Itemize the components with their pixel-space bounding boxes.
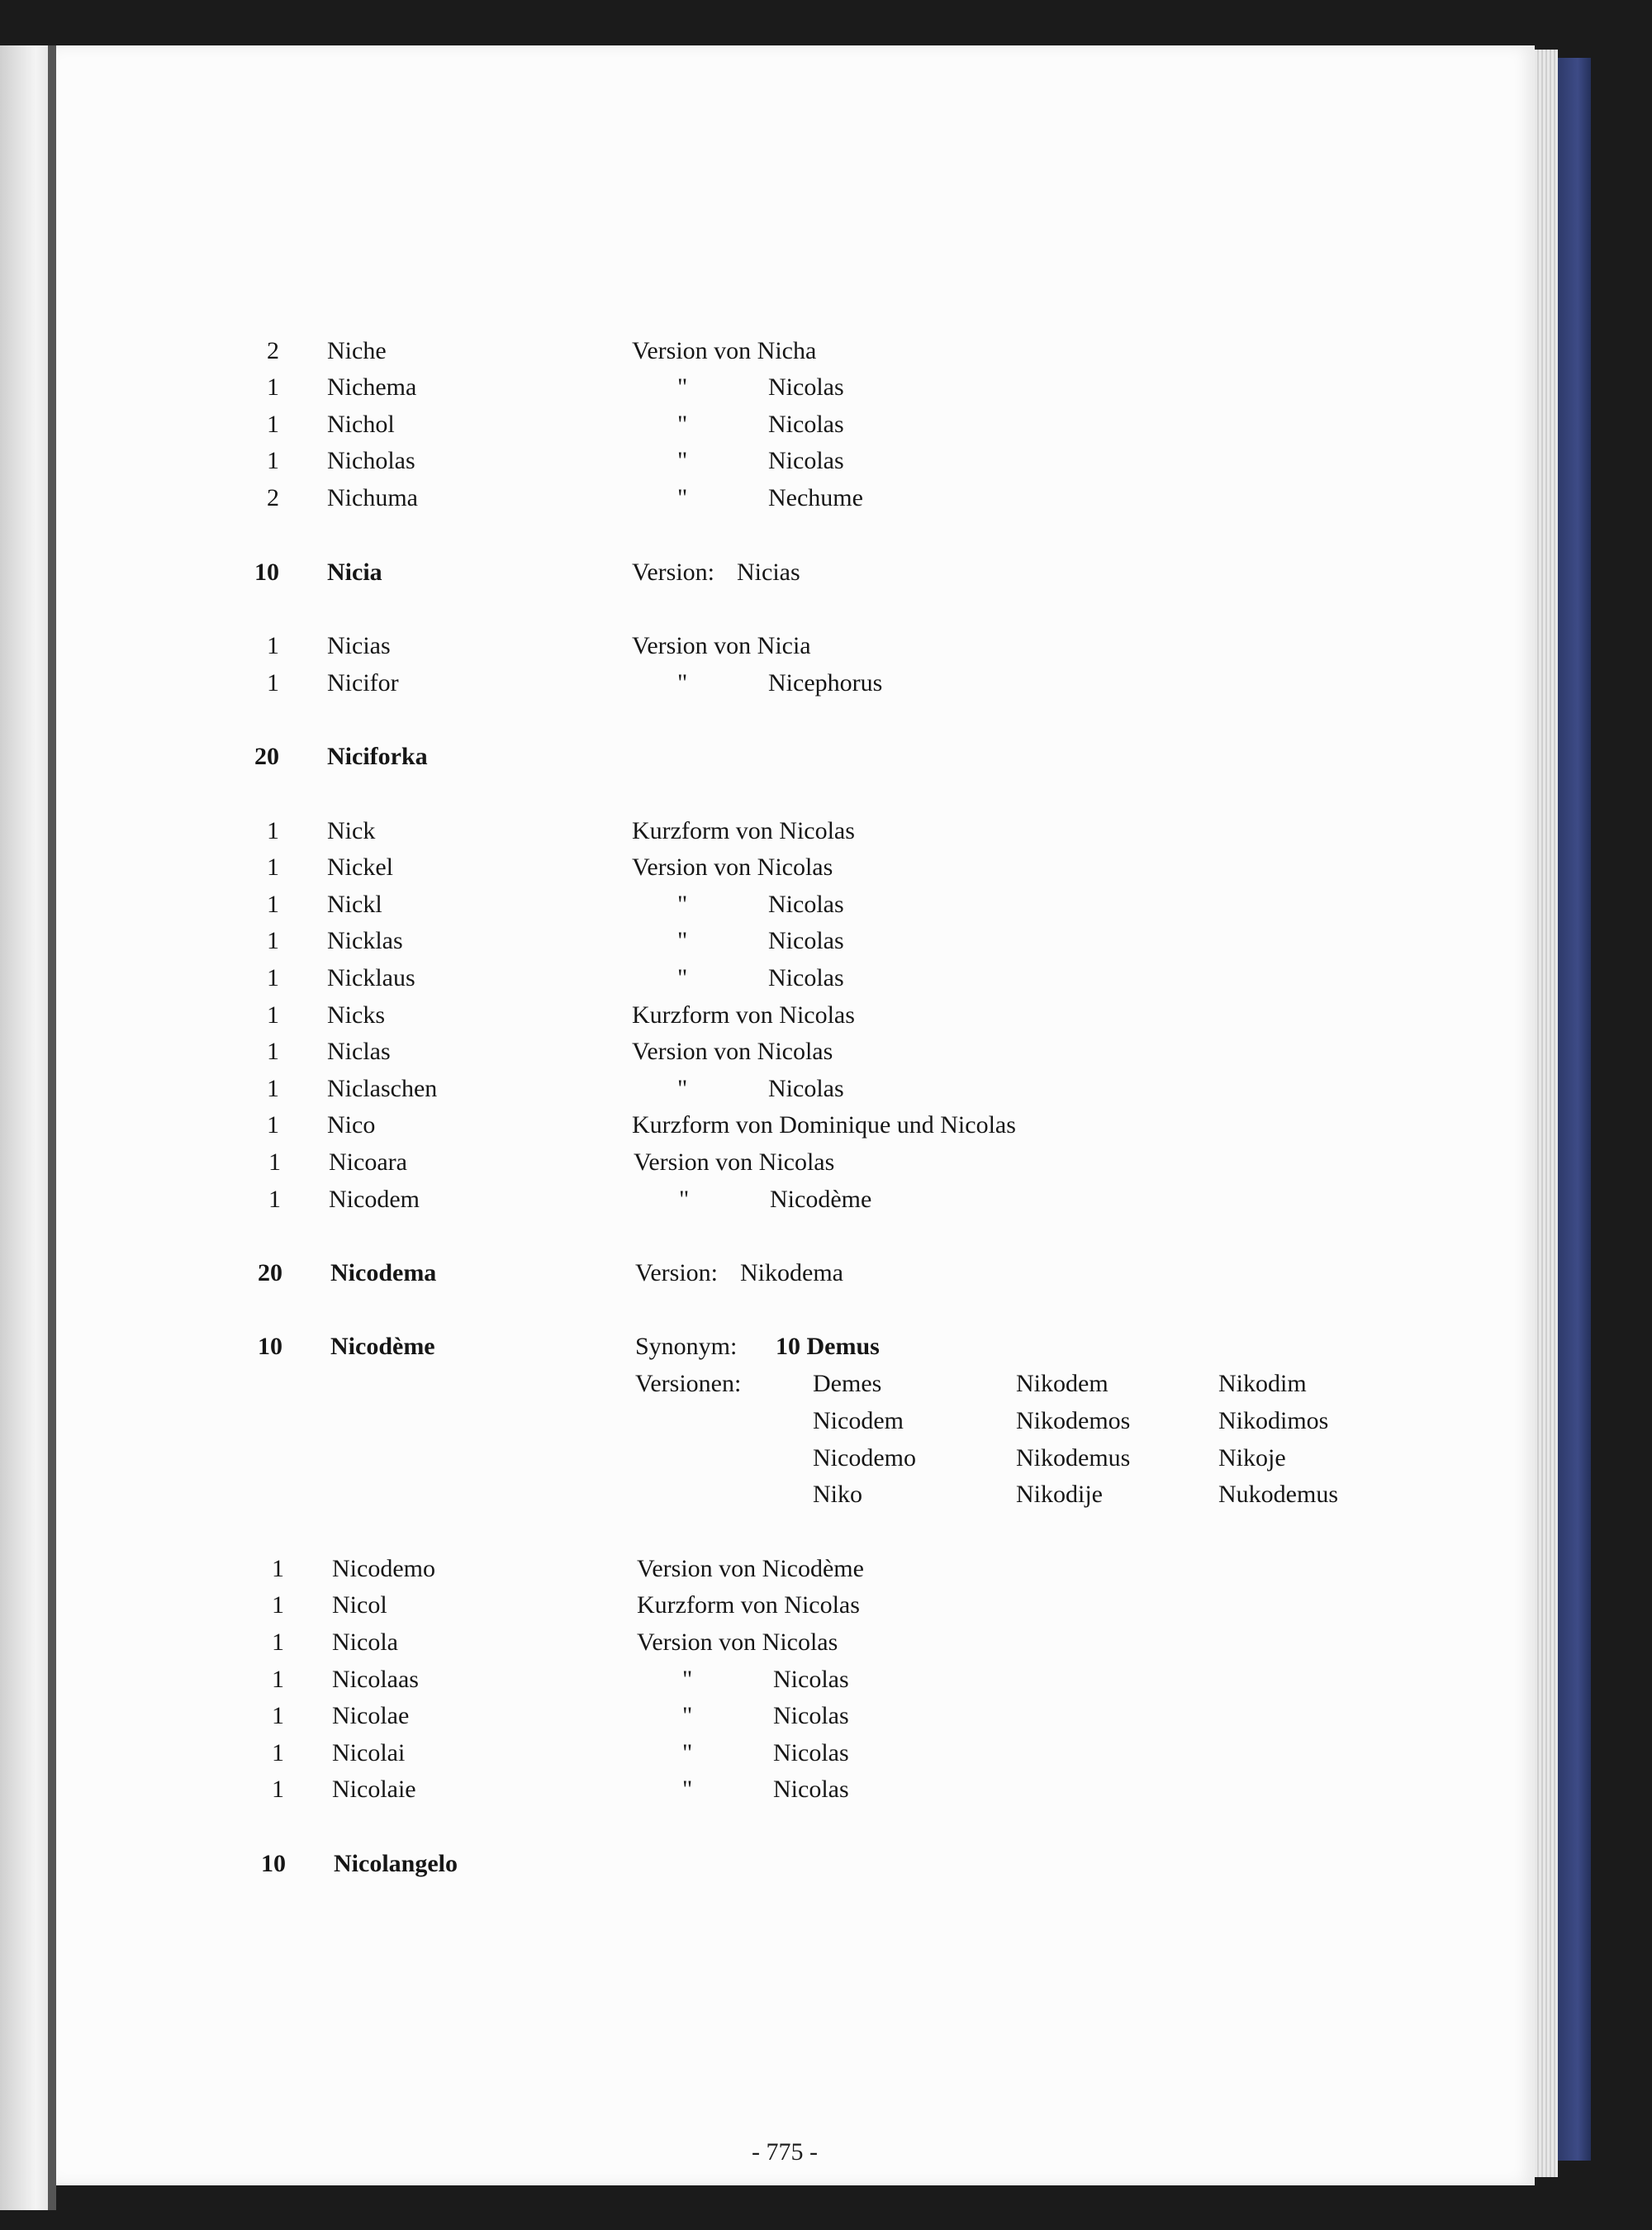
list-item [0,1255,1652,1291]
entry-name: Nicola [332,1629,398,1656]
list-item [0,1034,1652,1070]
entry-reference: Nicephorus [768,669,883,697]
entry-description: Synonym: [635,1333,738,1360]
list-item [0,1624,1652,1661]
entry-name: Nichuma [327,484,418,511]
entry-description: Version von Nicia [632,632,811,659]
ditto-mark: " [682,1702,693,1729]
entry-reference: Nechume [768,484,863,511]
entry-name: Nicodema [330,1259,437,1286]
entry-name: Nicklas [327,927,403,954]
entry-reference: Nicolas [768,411,844,438]
ditto-mark: " [677,669,688,697]
entry-description: Version von Nicolas [634,1148,835,1176]
entry-frequency: 1 [272,1739,284,1766]
entry-description: Version von Nicodème [637,1555,864,1582]
list-item [0,407,1652,443]
list-item [0,1182,1652,1218]
entry-name: Niclas [327,1038,391,1065]
ditto-mark: " [682,1739,693,1766]
list-item [0,849,1652,886]
entry-name: Nicoara [329,1148,407,1176]
list-item [0,960,1652,996]
entry-name: Nicklaus [327,964,415,991]
entry-name: Nicodemo [332,1555,435,1582]
list-item [0,443,1652,479]
list-item [0,997,1652,1034]
ditto-mark: " [677,1075,688,1102]
list-item [0,923,1652,959]
version-name: Nikodemus [1016,1444,1131,1472]
entry-frequency: 1 [272,1629,284,1656]
ditto-mark: " [677,411,688,438]
entry-description: Version von Nicolas [637,1629,838,1656]
ditto-mark: " [677,964,688,991]
entry-frequency: 1 [267,1001,279,1029]
entry-name: Nicolaas [332,1666,419,1693]
ditto-mark: " [679,1186,690,1213]
list-item [0,369,1652,406]
version-name: Nikodim [1218,1370,1307,1397]
entry-reference: Nicolas [768,927,844,954]
entry-reference: Nikodema [740,1259,843,1286]
list-item [0,1144,1652,1181]
entry-description: Version: [632,559,714,586]
entry-reference: 10 Demus [776,1333,880,1360]
entry-frequency: 2 [267,337,279,364]
entry-frequency: 10 [254,559,279,586]
entry-frequency: 1 [267,891,279,918]
version-name: Nukodemus [1218,1481,1338,1508]
entry-reference: Nicolas [773,1739,849,1766]
entry-frequency: 20 [254,743,279,770]
entry-name: Nick [327,817,376,844]
entry-reference: Nicolas [768,891,844,918]
list-item [0,813,1652,849]
ditto-mark: " [677,373,688,401]
entry-frequency: 10 [261,1850,286,1877]
entry-frequency: 1 [268,1186,281,1213]
version-name: Nikodimos [1218,1407,1329,1434]
entry-reference: Nicolas [768,964,844,991]
entry-reference: Nicolas [773,1666,849,1693]
entry-name: Nickel [327,853,393,881]
list-item [0,333,1652,369]
entry-name: Nickl [327,891,382,918]
list-item [0,1698,1652,1734]
entry-frequency: 1 [267,411,279,438]
entry-frequency: 1 [267,964,279,991]
list-item [0,665,1652,701]
entry-frequency: 1 [267,447,279,474]
version-name: Nikoje [1218,1444,1286,1472]
entry-name: Nicolae [332,1702,410,1729]
entry-description: Version von Nicolas [632,1038,833,1065]
entry-frequency: 10 [258,1333,282,1360]
entry-reference: Nicolas [773,1776,849,1803]
entry-frequency: 1 [272,1591,284,1619]
entry-frequency: 1 [268,1148,281,1176]
entry-name: Nicolangelo [334,1850,458,1877]
entry-frequency: 1 [272,1776,284,1803]
entry-name: Nicodem [329,1186,420,1213]
entry-reference: Nicodème [770,1186,872,1213]
entry-reference: Nicolas [768,1075,844,1102]
entry-frequency: 1 [267,853,279,881]
entry-name: Nicifor [327,669,399,697]
list-item [0,1071,1652,1107]
entry-reference: Nicolas [768,447,844,474]
list-item [0,1771,1652,1808]
entry-name: Nicia [327,559,382,586]
entry-description: Kurzform von Nicolas [637,1591,860,1619]
entry-description: Version: [635,1259,718,1286]
entry-description: Kurzform von Nicolas [632,1001,855,1029]
list-item [0,1107,1652,1144]
list-item [0,1551,1652,1587]
ditto-mark: " [677,891,688,918]
entry-description: Version von Nicha [632,337,817,364]
version-name: Niko [813,1481,862,1508]
entry-name: Nicodème [330,1333,435,1360]
entry-reference: Nicolas [768,373,844,401]
version-name: Nikodem [1016,1370,1108,1397]
entry-name: Nichema [327,373,417,401]
entry-name: Niclaschen [327,1075,438,1102]
entry-name: Nicol [332,1591,387,1619]
entry-frequency: 1 [272,1702,284,1729]
entry-frequency: 1 [267,927,279,954]
list-item [0,480,1652,516]
page-number: - 775 - [752,2138,818,2166]
list-item [0,554,1652,591]
entry-reference: Nicias [737,559,800,586]
list-item [0,1846,1652,1882]
entry-frequency: 1 [267,669,279,697]
entry-reference: Nicolas [773,1702,849,1729]
entry-description: Kurzform von Dominique und Nicolas [632,1111,1016,1139]
entry-name: Nicolai [332,1739,406,1766]
version-name: Nikodije [1016,1481,1103,1508]
ditto-mark: " [677,927,688,954]
entry-frequency: 2 [267,484,279,511]
ditto-mark: " [682,1776,693,1803]
entry-name: Nichol [327,411,395,438]
entry-frequency: 1 [272,1555,284,1582]
entry-name: Nico [327,1111,376,1139]
list-item [0,887,1652,923]
entry-name: Nicholas [327,447,415,474]
version-name: Demes [813,1370,882,1397]
entry-description: Version von Nicolas [632,853,833,881]
list-item [0,1329,1652,1365]
version-name: Nicodem [813,1407,904,1434]
entry-frequency: 1 [267,1111,279,1139]
entry-name: Niciforka [327,743,428,770]
list-item [0,1587,1652,1624]
ditto-mark: " [677,484,688,511]
version-name: Nikodemos [1016,1407,1131,1434]
entry-frequency: 1 [267,632,279,659]
entry-name: Nicias [327,632,391,659]
entry-frequency: 20 [258,1259,282,1286]
entry-name: Nicolaie [332,1776,416,1803]
versionen-label: Versionen: [635,1370,742,1397]
entry-frequency: 1 [267,1075,279,1102]
entry-frequency: 1 [267,1038,279,1065]
entry-name: Nicks [327,1001,385,1029]
entry-name: Niche [327,337,387,364]
entry-frequency: 1 [267,817,279,844]
list-item [0,628,1652,664]
version-name: Nicodemo [813,1444,916,1472]
ditto-mark: " [682,1666,693,1693]
list-item [0,1662,1652,1698]
ditto-mark: " [677,447,688,474]
entry-frequency: 1 [267,373,279,401]
list-item [0,1735,1652,1771]
entry-description: Kurzform von Nicolas [632,817,855,844]
entry-frequency: 1 [272,1666,284,1693]
list-item [0,739,1652,775]
